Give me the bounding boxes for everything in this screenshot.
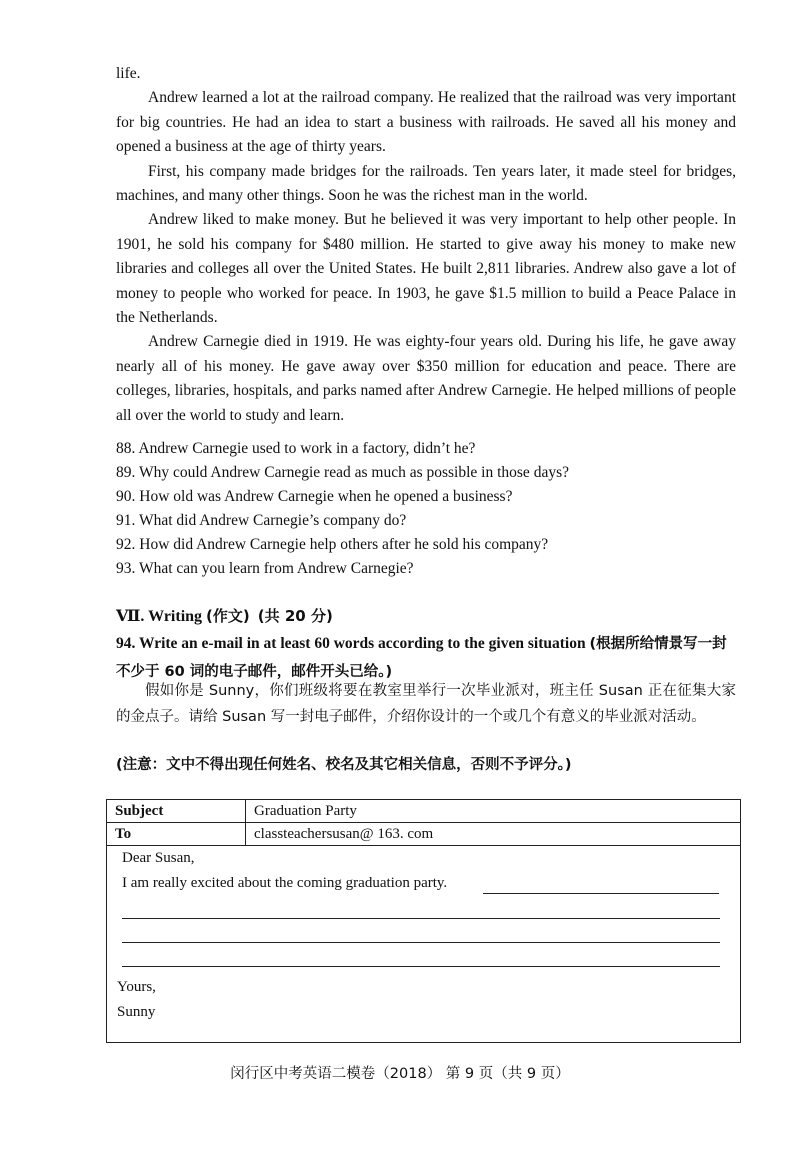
answer-line[interactable] [122,918,720,919]
answer-line[interactable] [122,966,720,967]
to-label: To [107,823,246,846]
task-instruction-cn: (根据所给情景写一封不少于 60 词的电子邮件，邮件开头已给。) [116,636,727,680]
passage [116,62,736,428]
question-92: 92. How did Andrew Carnegie help others after he sold his company? [116,536,549,553]
question-93: 93. What can you learn from Andrew Carnegie? [116,560,414,577]
passage-paragraph: Andrew liked to make money. But he believed it was very important to help other people. In 1901, he sold his company for $480 million. He started to give away his money to make new libraries and colleges all over the United States. He built 2,811 libraries. Andrew also gave a lot of money to people who worked for peace. In 1903, he gave $1.5 million to build a Peace Palace in the Netherlands. [116,211,736,327]
passage-paragraph: First, his company made bridges for the railroads. Ten years later, it made steel for bridges, machines, and many other things. Soon he was the richest man in the world. [116,162,736,205]
subject-value: Graduation Party [246,800,741,823]
email-greeting: Dear Susan, [122,850,195,866]
to-value: classteachersusan@ 163. com [246,823,741,846]
section-title-cn: (作文) [206,607,250,625]
answer-line[interactable] [483,893,719,894]
subject-label: Subject [107,800,246,823]
section-heading [116,605,333,626]
passage-paragraph: Andrew learned a lot at the railroad company. He realized that the railroad was very important for big countries. He had an idea to start a business with railroads. He saved all his money and opened a business at the age of thirty years. [116,89,736,156]
scoring-note: (注意：文中不得出现任何姓名、校名及其它相关信息，否则不予评分。) [116,757,572,773]
section-points: (共 20 分) [257,607,333,625]
question-89: 89. Why could Andrew Carnegie read as much as possible in those days? [116,464,569,481]
email-opening: I am really excited about the coming graduation party. [122,875,448,891]
task-instruction: 94. Write an e-mail in at least 60 words according to the given situation [116,635,586,652]
email-form [106,799,741,1043]
situation-text: 假如你是 Sunny，你们班级将要在教室里举行一次毕业派对，班主任 Susan 正在征集大家的金点子。请给 Susan 写一封电子邮件，介绍你设计的一个或几个有意义的毕业派对活动。 [116,683,736,725]
email-closing: Yours, [117,979,156,995]
email-body [107,846,740,1042]
question-90: 90. How old was Andrew Carnegie when he opened a business? [116,488,513,505]
question-88: 88. Andrew Carnegie used to work in a factory, didn’t he? [116,440,476,457]
email-signature: Sunny [117,1004,156,1020]
section-title: Ⅶ. Writing [116,608,203,625]
question-91: 91. What did Andrew Carnegie’s company do? [116,512,407,529]
passage-paragraph: Andrew Carnegie died in 1919. He was eighty-four years old. During his life, he gave away nearly all of his money. He gave away over $350 million for education and peace. There are colleges, libraries, hospitals, and parks named after Andrew Carnegie. He helped millions of people all over the world to study and learn. [116,333,736,424]
answer-line[interactable] [122,942,720,943]
page-footer: 闵行区中考英语二模卷（2018） 第 9 页（共 9 页） [230,1066,570,1082]
passage-lead: life. [116,65,141,82]
